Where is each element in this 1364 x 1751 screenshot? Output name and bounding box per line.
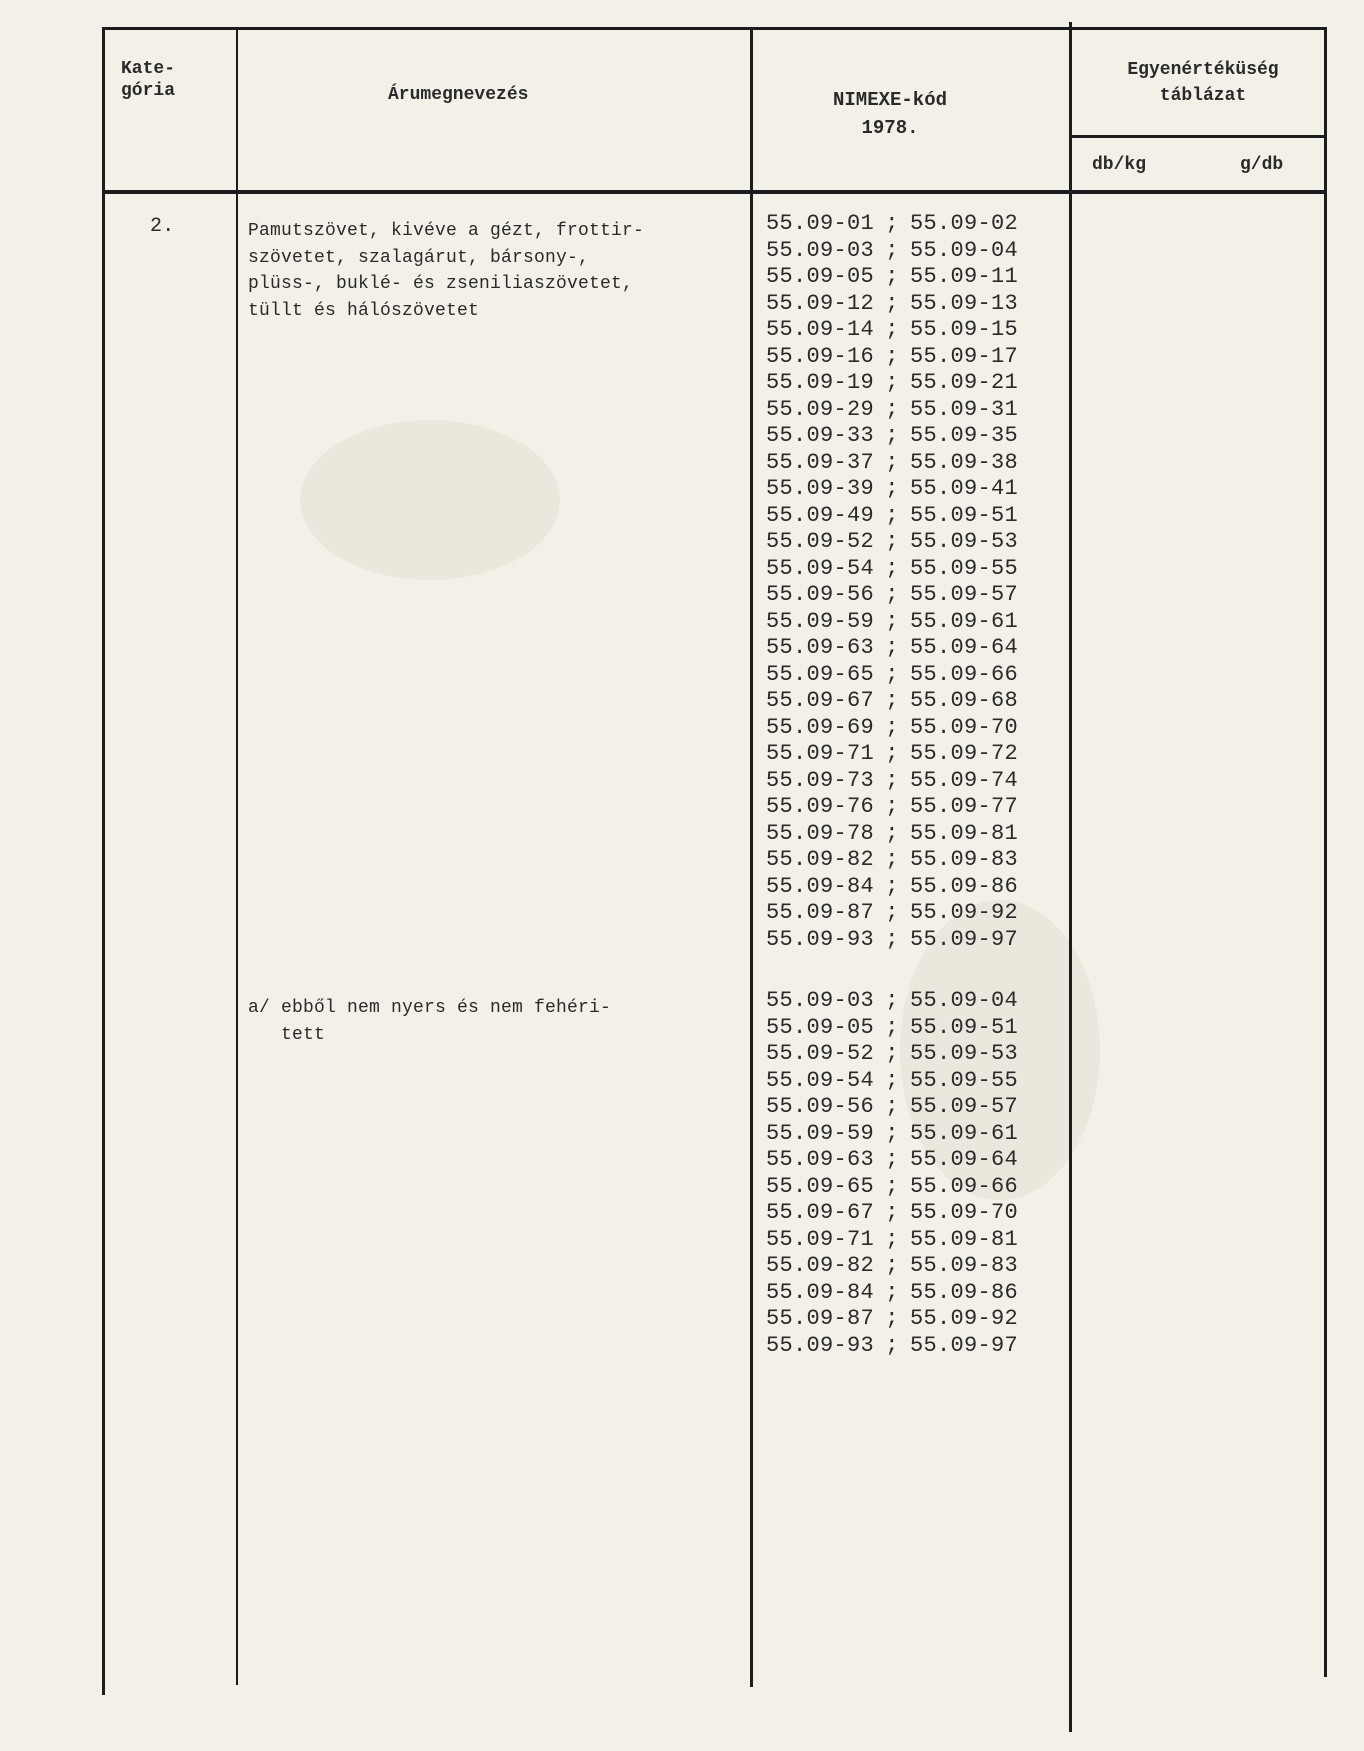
nimexe-code-row <box>766 344 1018 371</box>
nimexe-code: 55.09-67 <box>766 688 875 713</box>
nimexe-code: 55.09-93 <box>766 926 875 952</box>
nimexe-code: 55.09-15 <box>910 317 1019 342</box>
nimexe-code: 55.09-83 <box>910 847 1019 872</box>
nimexe-code: 55.09-51 <box>910 502 1019 528</box>
nimexe-code-row <box>766 450 1018 477</box>
nimexe-code-row <box>766 688 1018 715</box>
code-separator: ; <box>885 582 899 607</box>
nimexe-code: 55.09-01 <box>766 211 875 236</box>
nimexe-code: 55.09-57 <box>910 1094 1019 1119</box>
nimexe-code-row <box>766 582 1018 609</box>
code-separator: ; <box>885 317 899 342</box>
nimexe-code-row <box>766 397 1018 424</box>
nimexe-code-row <box>766 662 1018 689</box>
nimexe-code-row <box>766 1174 1018 1201</box>
paper-stain <box>300 420 560 580</box>
nimexe-code: 55.09-03 <box>766 988 875 1013</box>
nimexe-code: 55.09-72 <box>910 741 1019 766</box>
code-separator: ; <box>885 423 899 448</box>
nimexe-code: 55.09-02 <box>910 211 1019 236</box>
code-separator: ; <box>885 1120 899 1146</box>
code-separator: ; <box>885 237 899 263</box>
nimexe-code: 55.09-77 <box>910 794 1019 819</box>
nimexe-code-row <box>766 556 1018 583</box>
nimexe-code: 55.09-11 <box>910 264 1019 289</box>
code-separator: ; <box>885 741 899 766</box>
nimexe-code: 55.09-12 <box>766 290 875 316</box>
nimexe-code: 55.09-04 <box>910 988 1019 1013</box>
code-separator: ; <box>885 873 899 899</box>
nimexe-code-row <box>766 1253 1018 1280</box>
nimexe-code-row <box>766 847 1018 874</box>
nimexe-code: 55.09-63 <box>766 635 875 660</box>
code-separator: ; <box>885 1226 899 1252</box>
code-separator: ; <box>885 264 899 289</box>
table-top-border <box>103 27 1325 30</box>
nimexe-code: 55.09-57 <box>910 582 1019 607</box>
nimexe-code: 55.09-67 <box>766 1200 875 1225</box>
nimexe-code-list <box>766 211 1018 953</box>
nimexe-code: 55.09-87 <box>766 900 875 925</box>
nimexe-code: 55.09-31 <box>910 396 1019 422</box>
table-right-border <box>1324 27 1327 1677</box>
nimexe-code: 55.09-82 <box>766 847 875 872</box>
table-header-divider <box>103 190 1325 194</box>
code-separator: ; <box>885 988 899 1013</box>
nimexe-code: 55.09-59 <box>766 608 875 634</box>
nimexe-code-row <box>766 211 1018 238</box>
nimexe-code-row <box>766 264 1018 291</box>
code-separator: ; <box>885 1279 899 1305</box>
header-unit-g-db: g/db <box>1240 155 1284 175</box>
nimexe-code: 55.09-69 <box>766 714 875 740</box>
nimexe-code: 55.09-04 <box>910 237 1019 263</box>
nimexe-code-row <box>766 609 1018 636</box>
column-divider-category <box>236 27 238 1685</box>
code-separator: ; <box>885 688 899 713</box>
nimexe-code: 55.09-56 <box>766 582 875 607</box>
nimexe-code-row <box>766 1094 1018 1121</box>
code-separator: ; <box>885 714 899 740</box>
code-separator: ; <box>885 396 899 422</box>
code-separator: ; <box>885 476 899 501</box>
nimexe-code-row <box>766 874 1018 901</box>
nimexe-code-row <box>766 291 1018 318</box>
header-description: Árumegnevezés <box>388 85 529 105</box>
nimexe-code: 55.09-05 <box>766 264 875 289</box>
nimexe-code-row <box>766 741 1018 768</box>
nimexe-code: 55.09-52 <box>766 529 875 554</box>
column-divider-nimexe <box>1069 22 1072 1732</box>
nimexe-code: 55.09-65 <box>766 1173 875 1199</box>
nimexe-code-row <box>766 1041 1018 1068</box>
nimexe-code: 55.09-53 <box>910 529 1019 554</box>
code-separator: ; <box>885 211 899 236</box>
nimexe-code: 55.09-35 <box>910 423 1019 448</box>
code-separator: ; <box>885 1094 899 1119</box>
nimexe-code: 55.09-39 <box>766 476 875 501</box>
nimexe-code-row <box>766 1121 1018 1148</box>
nimexe-code: 55.09-38 <box>910 449 1019 475</box>
code-separator: ; <box>885 1067 899 1093</box>
nimexe-code: 55.09-66 <box>910 661 1019 687</box>
nimexe-code-row <box>766 1200 1018 1227</box>
nimexe-code: 55.09-92 <box>910 900 1019 925</box>
nimexe-code: 55.09-73 <box>766 767 875 793</box>
nimexe-code: 55.09-92 <box>910 1306 1019 1331</box>
code-separator: ; <box>885 370 899 395</box>
nimexe-code: 55.09-19 <box>766 370 875 395</box>
nimexe-code: 55.09-61 <box>910 1120 1019 1146</box>
nimexe-code: 55.09-55 <box>910 1067 1019 1093</box>
header-nimexe-code: NIMEXE-kód 1978. <box>832 89 948 139</box>
code-separator: ; <box>885 767 899 793</box>
nimexe-code: 55.09-81 <box>910 820 1019 846</box>
code-separator: ; <box>885 661 899 687</box>
code-separator: ; <box>885 608 899 634</box>
nimexe-code: 55.09-68 <box>910 688 1019 713</box>
nimexe-code: 55.09-71 <box>766 1226 875 1252</box>
nimexe-code-row <box>766 927 1018 954</box>
table-left-border <box>102 27 105 1695</box>
nimexe-code: 55.09-03 <box>766 237 875 263</box>
code-separator: ; <box>885 900 899 925</box>
code-separator: ; <box>885 635 899 660</box>
nimexe-code: 55.09-29 <box>766 396 875 422</box>
header-unit-db-kg: db/kg <box>1092 155 1147 175</box>
column-divider-description <box>750 27 753 1687</box>
nimexe-code-row <box>766 503 1018 530</box>
nimexe-code: 55.09-81 <box>910 1226 1019 1252</box>
nimexe-code: 55.09-33 <box>766 423 875 448</box>
nimexe-code: 55.09-63 <box>766 1147 875 1172</box>
nimexe-code-row <box>766 1227 1018 1254</box>
nimexe-code-row <box>766 1306 1018 1333</box>
nimexe-code: 55.09-70 <box>910 714 1019 740</box>
nimexe-code-row <box>766 1015 1018 1042</box>
nimexe-code-row <box>766 715 1018 742</box>
nimexe-code: 55.09-93 <box>766 1332 875 1358</box>
nimexe-code: 55.09-17 <box>910 343 1019 369</box>
nimexe-code-row <box>766 1068 1018 1095</box>
row-description-subitem: a/ ebből nem nyers és nem fehéri- tett <box>248 998 612 1045</box>
code-separator: ; <box>885 1253 899 1278</box>
nimexe-code-row <box>766 1333 1018 1360</box>
nimexe-code: 55.09-86 <box>910 1279 1019 1305</box>
nimexe-code-row <box>766 768 1018 795</box>
nimexe-code: 55.09-54 <box>766 1067 875 1093</box>
row-category: 2. <box>150 215 175 238</box>
nimexe-code: 55.09-64 <box>910 635 1019 660</box>
nimexe-code-row <box>766 238 1018 265</box>
code-separator: ; <box>885 1041 899 1066</box>
nimexe-code-row <box>766 900 1018 927</box>
code-separator: ; <box>885 1014 899 1040</box>
nimexe-code: 55.09-71 <box>766 741 875 766</box>
code-separator: ; <box>885 343 899 369</box>
code-separator: ; <box>885 1147 899 1172</box>
nimexe-code: 55.09-82 <box>766 1253 875 1278</box>
nimexe-code-row <box>766 476 1018 503</box>
nimexe-code: 55.09-83 <box>910 1253 1019 1278</box>
nimexe-code: 55.09-64 <box>910 1147 1019 1172</box>
nimexe-code: 55.09-84 <box>766 1279 875 1305</box>
code-separator: ; <box>885 529 899 554</box>
code-separator: ; <box>885 449 899 475</box>
nimexe-code: 55.09-61 <box>910 608 1019 634</box>
nimexe-code: 55.09-56 <box>766 1094 875 1119</box>
nimexe-code: 55.09-97 <box>910 926 1019 952</box>
code-separator: ; <box>885 1200 899 1225</box>
row-description: Pamutszövet, kivéve a gézt, frottir- szövetet, szalagárut, bársony-, plüss-, buklé- és zseniliaszövetet, tüllt és hálószövetet <box>248 221 645 321</box>
nimexe-code-row <box>766 988 1018 1015</box>
code-separator: ; <box>885 1306 899 1331</box>
nimexe-code: 55.09-21 <box>910 370 1019 395</box>
nimexe-code: 55.09-49 <box>766 502 875 528</box>
nimexe-code: 55.09-55 <box>910 555 1019 581</box>
equivalence-subheader-divider <box>1070 135 1326 138</box>
nimexe-code: 55.09-70 <box>910 1200 1019 1225</box>
nimexe-code: 55.09-52 <box>766 1041 875 1066</box>
code-separator: ; <box>885 794 899 819</box>
code-separator: ; <box>885 820 899 846</box>
code-separator: ; <box>885 926 899 952</box>
nimexe-code: 55.09-65 <box>766 661 875 687</box>
nimexe-code: 55.09-16 <box>766 343 875 369</box>
nimexe-code: 55.09-05 <box>766 1014 875 1040</box>
nimexe-code-row <box>766 1280 1018 1307</box>
code-separator: ; <box>885 290 899 316</box>
nimexe-code: 55.09-78 <box>766 820 875 846</box>
nimexe-code-row <box>766 635 1018 662</box>
nimexe-code: 55.09-74 <box>910 767 1019 793</box>
nimexe-code: 55.09-59 <box>766 1120 875 1146</box>
nimexe-code-row <box>766 1147 1018 1174</box>
nimexe-code: 55.09-54 <box>766 555 875 581</box>
nimexe-code: 55.09-13 <box>910 290 1019 316</box>
nimexe-code: 55.09-41 <box>910 476 1019 501</box>
nimexe-code: 55.09-53 <box>910 1041 1019 1066</box>
nimexe-code: 55.09-51 <box>910 1014 1019 1040</box>
code-separator: ; <box>885 502 899 528</box>
nimexe-code: 55.09-14 <box>766 317 875 342</box>
nimexe-code-row <box>766 794 1018 821</box>
nimexe-code-row <box>766 529 1018 556</box>
nimexe-code: 55.09-87 <box>766 1306 875 1331</box>
nimexe-code-row <box>766 821 1018 848</box>
nimexe-code-row <box>766 317 1018 344</box>
code-separator: ; <box>885 1173 899 1199</box>
nimexe-code: 55.09-86 <box>910 873 1019 899</box>
nimexe-code-row <box>766 370 1018 397</box>
code-separator: ; <box>885 847 899 872</box>
code-separator: ; <box>885 555 899 581</box>
nimexe-code: 55.09-97 <box>910 1332 1019 1358</box>
nimexe-code: 55.09-37 <box>766 449 875 475</box>
header-category: Kate- gória <box>121 59 176 101</box>
nimexe-code-list <box>766 988 1018 1359</box>
nimexe-code: 55.09-84 <box>766 873 875 899</box>
nimexe-code: 55.09-66 <box>910 1173 1019 1199</box>
header-equivalence-table: Egyenértéküség táblázat <box>1127 60 1279 106</box>
nimexe-code-row <box>766 423 1018 450</box>
nimexe-code: 55.09-76 <box>766 794 875 819</box>
code-separator: ; <box>885 1332 899 1358</box>
